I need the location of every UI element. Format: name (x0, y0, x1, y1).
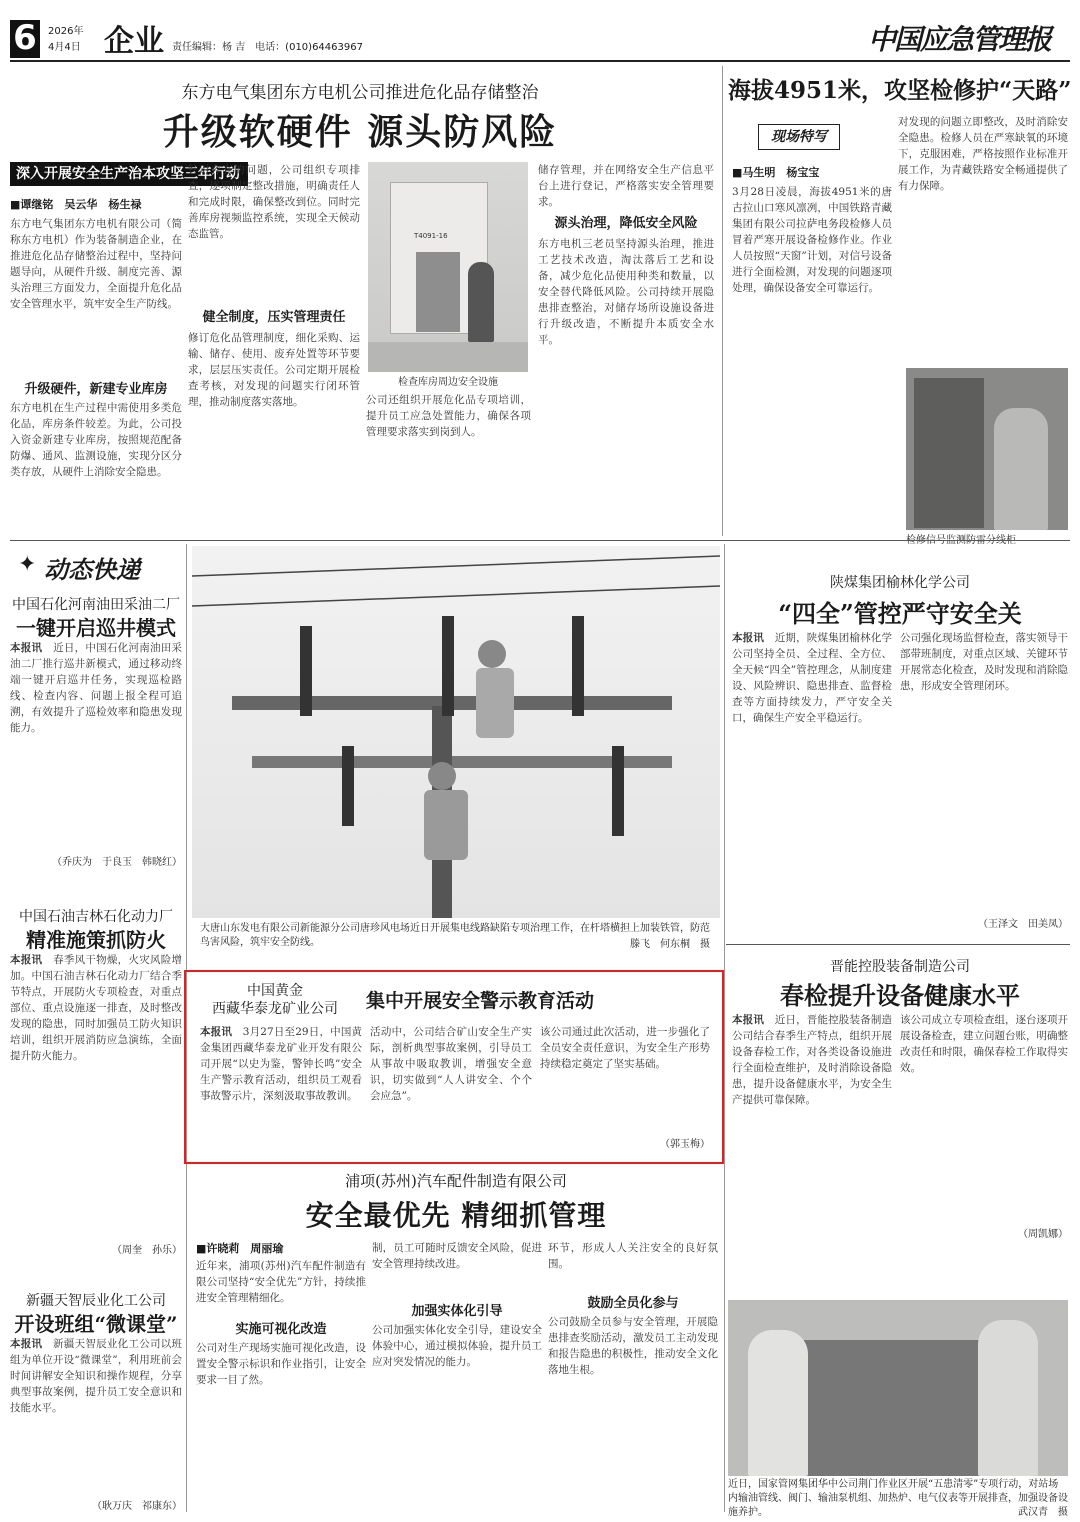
a1-subhead-3: 源头治理，降低安全风险 (554, 216, 698, 231)
d-photo-worker-2 (978, 1320, 1038, 1476)
d1-col1-text: 近年来，浦项(苏州)汽车配件制造有限公司坚持“安全优先”方针，持续推进安全管理精细化。 (196, 1260, 366, 1304)
a2-photo-caption (906, 534, 1068, 548)
c1-credit: （王泽文 田美凤） (978, 919, 1068, 930)
center-photo-credit: 滕飞 何东桐 摄 (630, 939, 710, 950)
a2-col1-text: 3月28日凌晨，海拔4951米的唐古拉山口寒风凛冽，中国铁路青藏集团有限公司拉萨电务段检修人员冒着严寒开展设备检修作业。作业人员按照“天窗”计划，对信号设备进行全面检测，对发现的问题逐项处理，确保设备安全可靠运行。 (732, 186, 892, 294)
editor-line: 责任编辑：杨 吉 电话：(010)64463967 (172, 42, 363, 53)
boxed-lead: 本报讯 (200, 1026, 233, 1038)
b2-lead: 本报讯 (10, 954, 43, 966)
d1-byline: ■许晓莉 周丽瑜 (196, 1242, 284, 1255)
b2-org: 中国石油吉林石化动力厂 (19, 909, 173, 925)
page-number: 6 (13, 18, 37, 58)
a1-headline: 升级软硬件 源头防风险 (162, 111, 558, 153)
section-name: 企业 (104, 24, 164, 59)
a1-col3-text: 公司还组织开展危化品专项培训，提升员工应急处置能力，确保各项管理要求落实到岗到人。 (366, 394, 531, 438)
center-photo (192, 546, 720, 918)
d1-col2-text: 制，员工可随时反馈安全风险，促进安全管理持续改进。 (372, 1242, 542, 1270)
a2-col2-text: 对发现的问题立即整改，及时消除安全隐患。检修人员在严寒缺氧的环境下，克服困难，严格按照作业标准开展工作，为青藏铁路安全畅通提供了有力保障。 (898, 116, 1068, 192)
d-photo (728, 1300, 1068, 1476)
c2-lead: 本报讯 (732, 1014, 765, 1026)
d-photo-machine (788, 1340, 998, 1476)
b2-credit: （周奎 孙乐） (112, 1245, 182, 1256)
d1-col2b-text: 公司加强实体化安全引导，建设安全体验中心，通过模拟体验，提升员工应对突发情况的能力。 (372, 1324, 542, 1368)
a1-banner-text: 深入开展安全生产治本攻坚三年行动 (16, 166, 240, 182)
a1-kicker: 东方电气集团东方电机公司推进危化品存储整治 (181, 83, 539, 103)
b3-credit: （耿万庆 祁康东） (92, 1501, 182, 1512)
a1-col4b-text: 东方电机三老员坚持源头治理，推进工艺技术改造，淘汰落后工艺和设备，减少危化品使用种类和数量，以安全替代降低风险。公司持续开展隐患排查整治，对储存场所设施设备进行升级改造，不断提升本质安全水平。 (538, 238, 714, 346)
a1-col2-text: 针对存在的问题，公司组织专项排查，逐项制定整改措施，明确责任人和完成时限，确保整改到位。同时完善库房视频监控系统，实现全天候动态监管。 (188, 164, 360, 240)
c1-org: 陕煤集团榆林化学公司 (830, 575, 970, 591)
issue-date: 4月4日 (48, 42, 81, 53)
b3-org: 新疆天智辰业化工公司 (26, 1293, 166, 1309)
d1-col3-text: 环节，形成人人关注安全的良好氛围。 (548, 1242, 718, 1270)
a2-tag (758, 124, 840, 150)
b1-text: 本报讯 近日，中国石化河南油田采油二厂推行巡井新模式，通过移动终端一键开启巡井任务，实现巡检路线、检查内容、问题上报全程可追溯，有效提升了巡检效率和隐患发现能力。 (10, 642, 182, 734)
c1-lead: 本报讯 (732, 632, 765, 644)
boxed-col2-text: 活动中，公司结合矿山安全生产实际，剖析典型事故案例，引导员工从事故中吸取教训，增强安全意识，切实做到“人人讲安全、个个会应急”。 (370, 1026, 532, 1102)
d1-headline: 安全最优先 精细抓管理 (305, 1199, 607, 1232)
a1-photo-ground (368, 342, 528, 372)
section-rule-2 (726, 944, 1070, 945)
c1-col1-text: 本报讯 近期，陕煤集团榆林化学公司坚持全员、全过程、全方位、全天候“四全”管控理念，从制度建设、风险辨识、隐患排查、监督检查等方面持续发力，严守安全关口，确保生产安全平稳运行。 (732, 632, 892, 724)
center-photo-caption: 大唐山东发电有限公司新能源分公司唐珍风电场近日开展集电线路缺陷专项治理工作，在杆塔横担上加装铁管，防范鸟害风险，筑牢安全防线。 (200, 923, 710, 948)
c2-credit: （周凯娜） (1018, 1229, 1068, 1240)
a1-photo-person (468, 262, 494, 342)
d1-col3b-text: 公司鼓励全员参与安全管理，开展隐患排查奖励活动，激发员工主动发现和报告隐患的积极性，推动安全文化落地生根。 (548, 1316, 718, 1376)
b3-lead: 本报讯 (10, 1338, 43, 1350)
a1-photo-caption: 检查库房周边安全设施 (398, 377, 498, 388)
a2-tag-text: 现场特写 (771, 129, 827, 145)
a1-byline: ■谭继铭 吴云华 杨生禄 (10, 198, 142, 211)
a1-subhead-1: 升级硬件，新建专业库房 (24, 382, 168, 397)
b1-credit: （乔庆为 于良玉 韩晓红） (52, 857, 182, 868)
d-photo-caption: 近日，国家管网集团华中公司荆门作业区开展“五患清零”专项行动，对站场内输油管线、阀门、输油泵机组、加热炉、电气仪表等开展排查，加强设备设施养护。 (728, 1479, 1068, 1518)
c1-col2-text: 公司强化现场监督检查，落实领导干部带班制度，对重点区域、关键环节开展常态化检查，及时发现和消除隐患，形成安全管理闭环。 (900, 632, 1068, 692)
d-photo-credit: 武汉青 摄 (1018, 1507, 1068, 1518)
c2-col1-text: 本报讯 近日，晋能控股装备制造公司结合春季生产特点，组织开展设备春检工作，对各类设备设施进行全面检查维护，及时消除设备隐患，提升设备健康水平，为安全生产提供可靠保障。 (732, 1014, 892, 1106)
flash-icon: ✦ (18, 552, 37, 577)
a1-col1b-text: 东方电机在生产过程中需使用多类危化品，库房条件较差。为此，公司投入资金新建专业库房，按照规范配备防爆、通风、监测设施，实现分区分类存放，从硬件上消除安全隐患。 (10, 402, 182, 478)
b1-org: 中国石化河南油田采油二厂 (12, 597, 180, 613)
a1-subhead-2: 健全制度，压实管理责任 (202, 310, 346, 325)
b3-title: 开设班组“微课堂” (14, 1312, 178, 1336)
a2-photo (906, 368, 1068, 530)
flash-title: 动态快递 (44, 556, 140, 584)
boxed-org-1: 中国黄金 (247, 983, 303, 999)
c2-title: 春检提升设备健康水平 (780, 981, 1020, 1010)
boxed-title: 集中开展安全警示教育活动 (366, 990, 595, 1012)
b3-text: 本报讯 新疆天智辰业化工公司以班组为单位开设“微课堂”，利用班前会时间讲解安全知识和操作规程，分享典型事故案例，提升员工安全意识和技能水平。 (10, 1338, 182, 1414)
b1-lead: 本报讯 (10, 642, 43, 654)
boxed-col3-text: 该公司通过此次活动，进一步强化了全员安全责任意识，为安全生产形势持续稳定奠定了坚实基础。 (540, 1026, 710, 1070)
a1-col1-text: 东方电气集团东方电机有限公司（简称东方电机）作为装备制造企业，在推进危化品存储整治过程中，坚持问题导向，从硬件升级、制度完善、源头治理三方面发力，全面提升危化品安全管理水平，筑牢安全生产防线。 (10, 218, 182, 310)
a2-photo-cabinet (914, 378, 984, 528)
a1-photo (368, 162, 528, 372)
col-divider-right (724, 544, 725, 1512)
a2-byline: ■马生明 杨宝宝 (732, 166, 820, 179)
d1-subhead-3: 鼓励全员化参与 (587, 1296, 679, 1311)
c2-org: 晋能控股装备制造公司 (830, 959, 970, 975)
b1-title: 一键开启巡井模式 (16, 616, 176, 640)
a1-col4-text: 储存管理，并在网络安全生产信息平台上进行登记，严格落实安全管理要求。 (538, 164, 714, 208)
a1-photo-sign: T4091-16 (414, 232, 448, 240)
b2-title: 精准施策抓防火 (26, 928, 166, 952)
section-rule-1 (10, 540, 1070, 541)
header-rule (10, 60, 1070, 62)
d1-subhead-1: 实施可视化改造 (235, 1322, 327, 1337)
c2-col2-text: 该公司成立专项检查组，逐台逐项开展设备检查，建立问题台账，明确整改责任和时限，确保春检工作取得实效。 (900, 1014, 1068, 1074)
d1-org: 浦项(苏州)汽车配件制造有限公司 (345, 1172, 567, 1190)
d1-subhead-2: 加强实体化引导 (411, 1304, 503, 1319)
masthead-logo: 中国应急管理报 (867, 23, 1050, 56)
c1-title: “四全”管控严守安全关 (778, 599, 1022, 628)
center-photo-scene (192, 546, 720, 918)
boxed-org-2: 西藏华泰龙矿业公司 (212, 1001, 338, 1017)
b2-text: 本报讯 春季风干物燥，火灾风险增加。中国石油吉林石化动力厂结合季节特点，开展防火专项检查，对重点部位、重点设施逐一排查，及时整改发现的隐患，同时加强员工防火知识培训，组织开展消防应急演练，全面提升防火能力。 (10, 954, 182, 1062)
a2-headline: 海拔4951米，攻坚检修护“天路” (728, 77, 1072, 104)
a2-photo-worker (994, 408, 1048, 530)
boxed-credit: （郭玉梅） (660, 1139, 710, 1150)
col-divider-a (722, 66, 723, 536)
issue-year: 2026年 (48, 26, 84, 37)
a1-photo-door (416, 252, 460, 332)
d1-col1b-text: 公司对生产现场实施可视化改造，设置安全警示标识和作业指引，让安全要求一目了然。 (196, 1342, 366, 1386)
d-photo-worker (748, 1330, 808, 1476)
a1-col2b-text: 修订危化品管理制度，细化采购、运输、储存、使用、废弃处置等环节要求，层层压实责任。公司定期开展检查考核，对发现的问题实行闭环管理，推动制度落实落地。 (188, 332, 360, 408)
boxed-col1-text: 本报讯 3月27日至29日，中国黄金集团西藏华泰龙矿业开发有限公司开展“以史为鉴，警钟长鸣”安全生产警示教育活动，组织员工观看事故警示片，深刻汲取事故教训。 (200, 1026, 362, 1102)
